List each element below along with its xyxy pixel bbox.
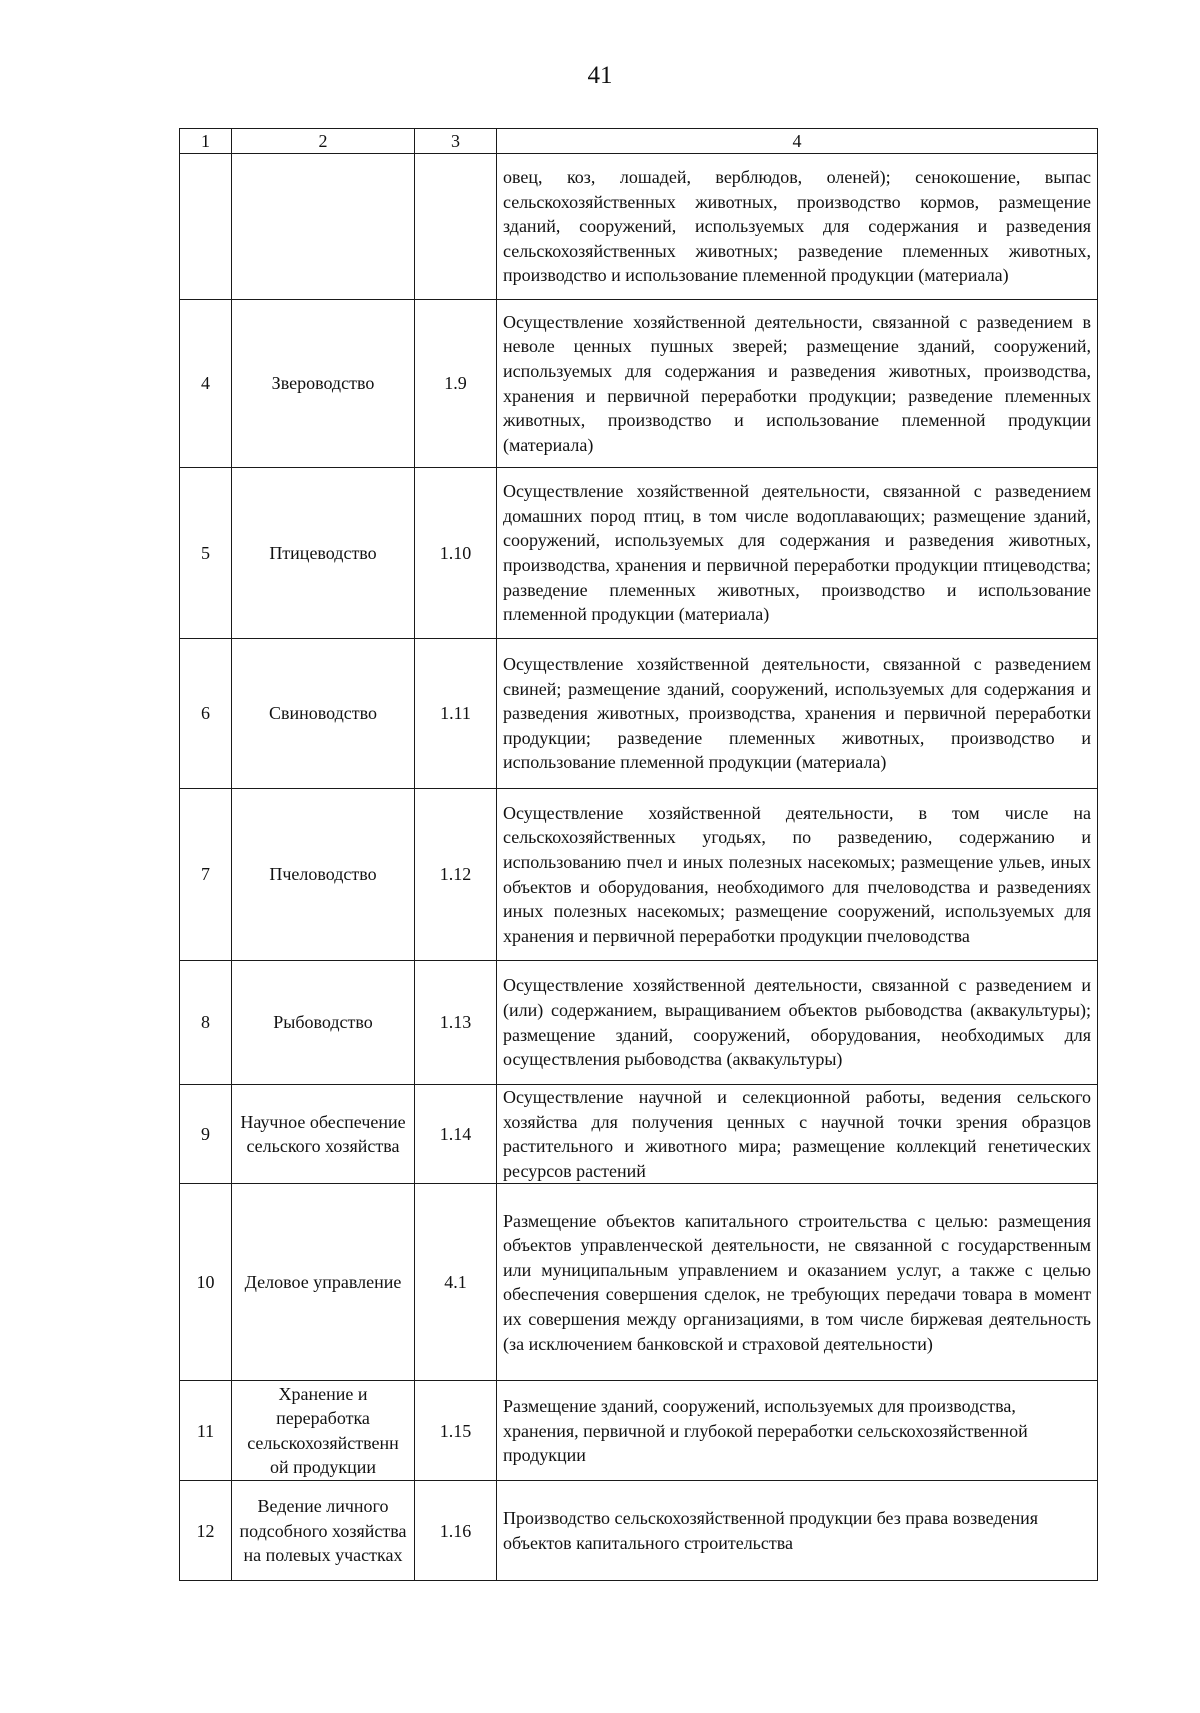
table-row <box>180 789 1098 961</box>
land-use-table <box>179 128 1098 1581</box>
header-cell: 3 <box>415 129 497 154</box>
row-number: 9 <box>180 1085 232 1184</box>
row-name: Ведение личного подсобного хозяйства на полевых участках <box>232 1481 415 1581</box>
row-description: Размещение объектов капитального строительства с целью: размещения объектов управленческой деятельности, не связанной с государственным или муниципальным управлением и оказанием услуг, а также с целью обеспечения совершения сделок, не требующих передачи товара в момент их совершения между организациями, в том числе биржевая деятельность (за исключением банковской и страховой деятельности) <box>497 1184 1098 1381</box>
row-code: 1.14 <box>415 1085 497 1184</box>
row-number: 6 <box>180 639 232 789</box>
header-cell: 1 <box>180 129 232 154</box>
table-header-row <box>180 129 1098 154</box>
row-code: 1.12 <box>415 789 497 961</box>
row-description: Осуществление хозяйственной деятельности, связанной с разведением в неволе ценных пушных зверей; размещение зданий, сооружений, используемых для содержания и разведения животных, производства, хранения и первичной переработки продукции; разведение племенных животных, производство и использование племенной продукции (материала) <box>497 300 1098 468</box>
header-cell: 4 <box>497 129 1098 154</box>
row-number: 11 <box>180 1381 232 1481</box>
row-number: 5 <box>180 468 232 639</box>
table-row <box>180 154 1098 300</box>
row-name: Научное обеспечение сельского хозяйства <box>232 1085 415 1184</box>
row-name: Свиноводство <box>232 639 415 789</box>
row-description: Осуществление научной и селекционной работы, ведения сельского хозяйства для получения ценных с научной точки зрения образцов растительного и животного мира; размещение коллекций генетических ресурсов растений <box>497 1085 1098 1184</box>
table-row <box>180 1381 1098 1481</box>
row-code: 1.11 <box>415 639 497 789</box>
row-name <box>232 154 415 300</box>
table-row <box>180 961 1098 1085</box>
row-name: Хранение и переработка сельскохозяйственн ой продукции <box>232 1381 415 1481</box>
row-description: овец, коз, лошадей, верблюдов, оленей); сенокошение, выпас сельскохозяйственных животных, производство кормов, размещение зданий, сооружений, используемых для содержания и разведения сельскохозяйственных животных; разведение племенных животных, производство и использование племенной продукции (материала) <box>497 154 1098 300</box>
page-number: 41 <box>587 62 613 89</box>
table-row <box>180 1184 1098 1381</box>
row-code: 1.15 <box>415 1381 497 1481</box>
row-name: Звероводство <box>232 300 415 468</box>
row-code: 1.16 <box>415 1481 497 1581</box>
row-name: Пчеловодство <box>232 789 415 961</box>
row-code: 1.10 <box>415 468 497 639</box>
row-code: 1.13 <box>415 961 497 1085</box>
row-description: Осуществление хозяйственной деятельности, связанной с разведением свиней; размещение зданий, сооружений, используемых для содержания и разведения животных, производства, хранения и первичной переработки продукции; разведение племенных животных, производство и использование племенной продукции (материала) <box>497 639 1098 789</box>
row-description: Размещение зданий, сооружений, используемых для производства, хранения, первичной и глубокой переработки сельскохозяйственной продукции <box>497 1381 1098 1481</box>
row-description: Осуществление хозяйственной деятельности, связанной с разведением домашних пород птиц, в том числе водоплавающих; размещение зданий, сооружений, используемых для содержания и разведения животных, производства, хранения и первичной переработки продукции птицеводства; разведение племенных животных, производство и использование племенной продукции (материала) <box>497 468 1098 639</box>
row-number: 4 <box>180 300 232 468</box>
table-row <box>180 468 1098 639</box>
row-code: 4.1 <box>415 1184 497 1381</box>
row-number: 8 <box>180 961 232 1085</box>
table-row <box>180 1481 1098 1581</box>
header-cell: 2 <box>232 129 415 154</box>
row-number: 7 <box>180 789 232 961</box>
row-code <box>415 154 497 300</box>
table-row <box>180 300 1098 468</box>
row-description: Осуществление хозяйственной деятельности, в том числе на сельскохозяйственных угодьях, по разведению, содержанию и использованию пчел и иных полезных насекомых; размещение ульев, иных объектов и оборудования, необходимого для пчеловодства и разведениях иных полезных насекомых; размещение сооружений, используемых для хранения и первичной переработки продукции пчеловодства <box>497 789 1098 961</box>
row-description: Осуществление хозяйственной деятельности, связанной с разведением и (или) содержанием, выращиванием объектов рыбоводства (аквакультуры); размещение зданий, сооружений, оборудования, необходимых для осуществления рыбоводства (аквакультуры) <box>497 961 1098 1085</box>
row-description: Производство сельскохозяйственной продукции без права возведения объектов капитального строительства <box>497 1481 1098 1581</box>
row-name: Деловое управление <box>232 1184 415 1381</box>
row-name: Рыбоводство <box>232 961 415 1085</box>
table-row <box>180 1085 1098 1184</box>
row-number: 10 <box>180 1184 232 1381</box>
table-row <box>180 639 1098 789</box>
row-number: 12 <box>180 1481 232 1581</box>
row-code: 1.9 <box>415 300 497 468</box>
row-number <box>180 154 232 300</box>
row-name: Птицеводство <box>232 468 415 639</box>
